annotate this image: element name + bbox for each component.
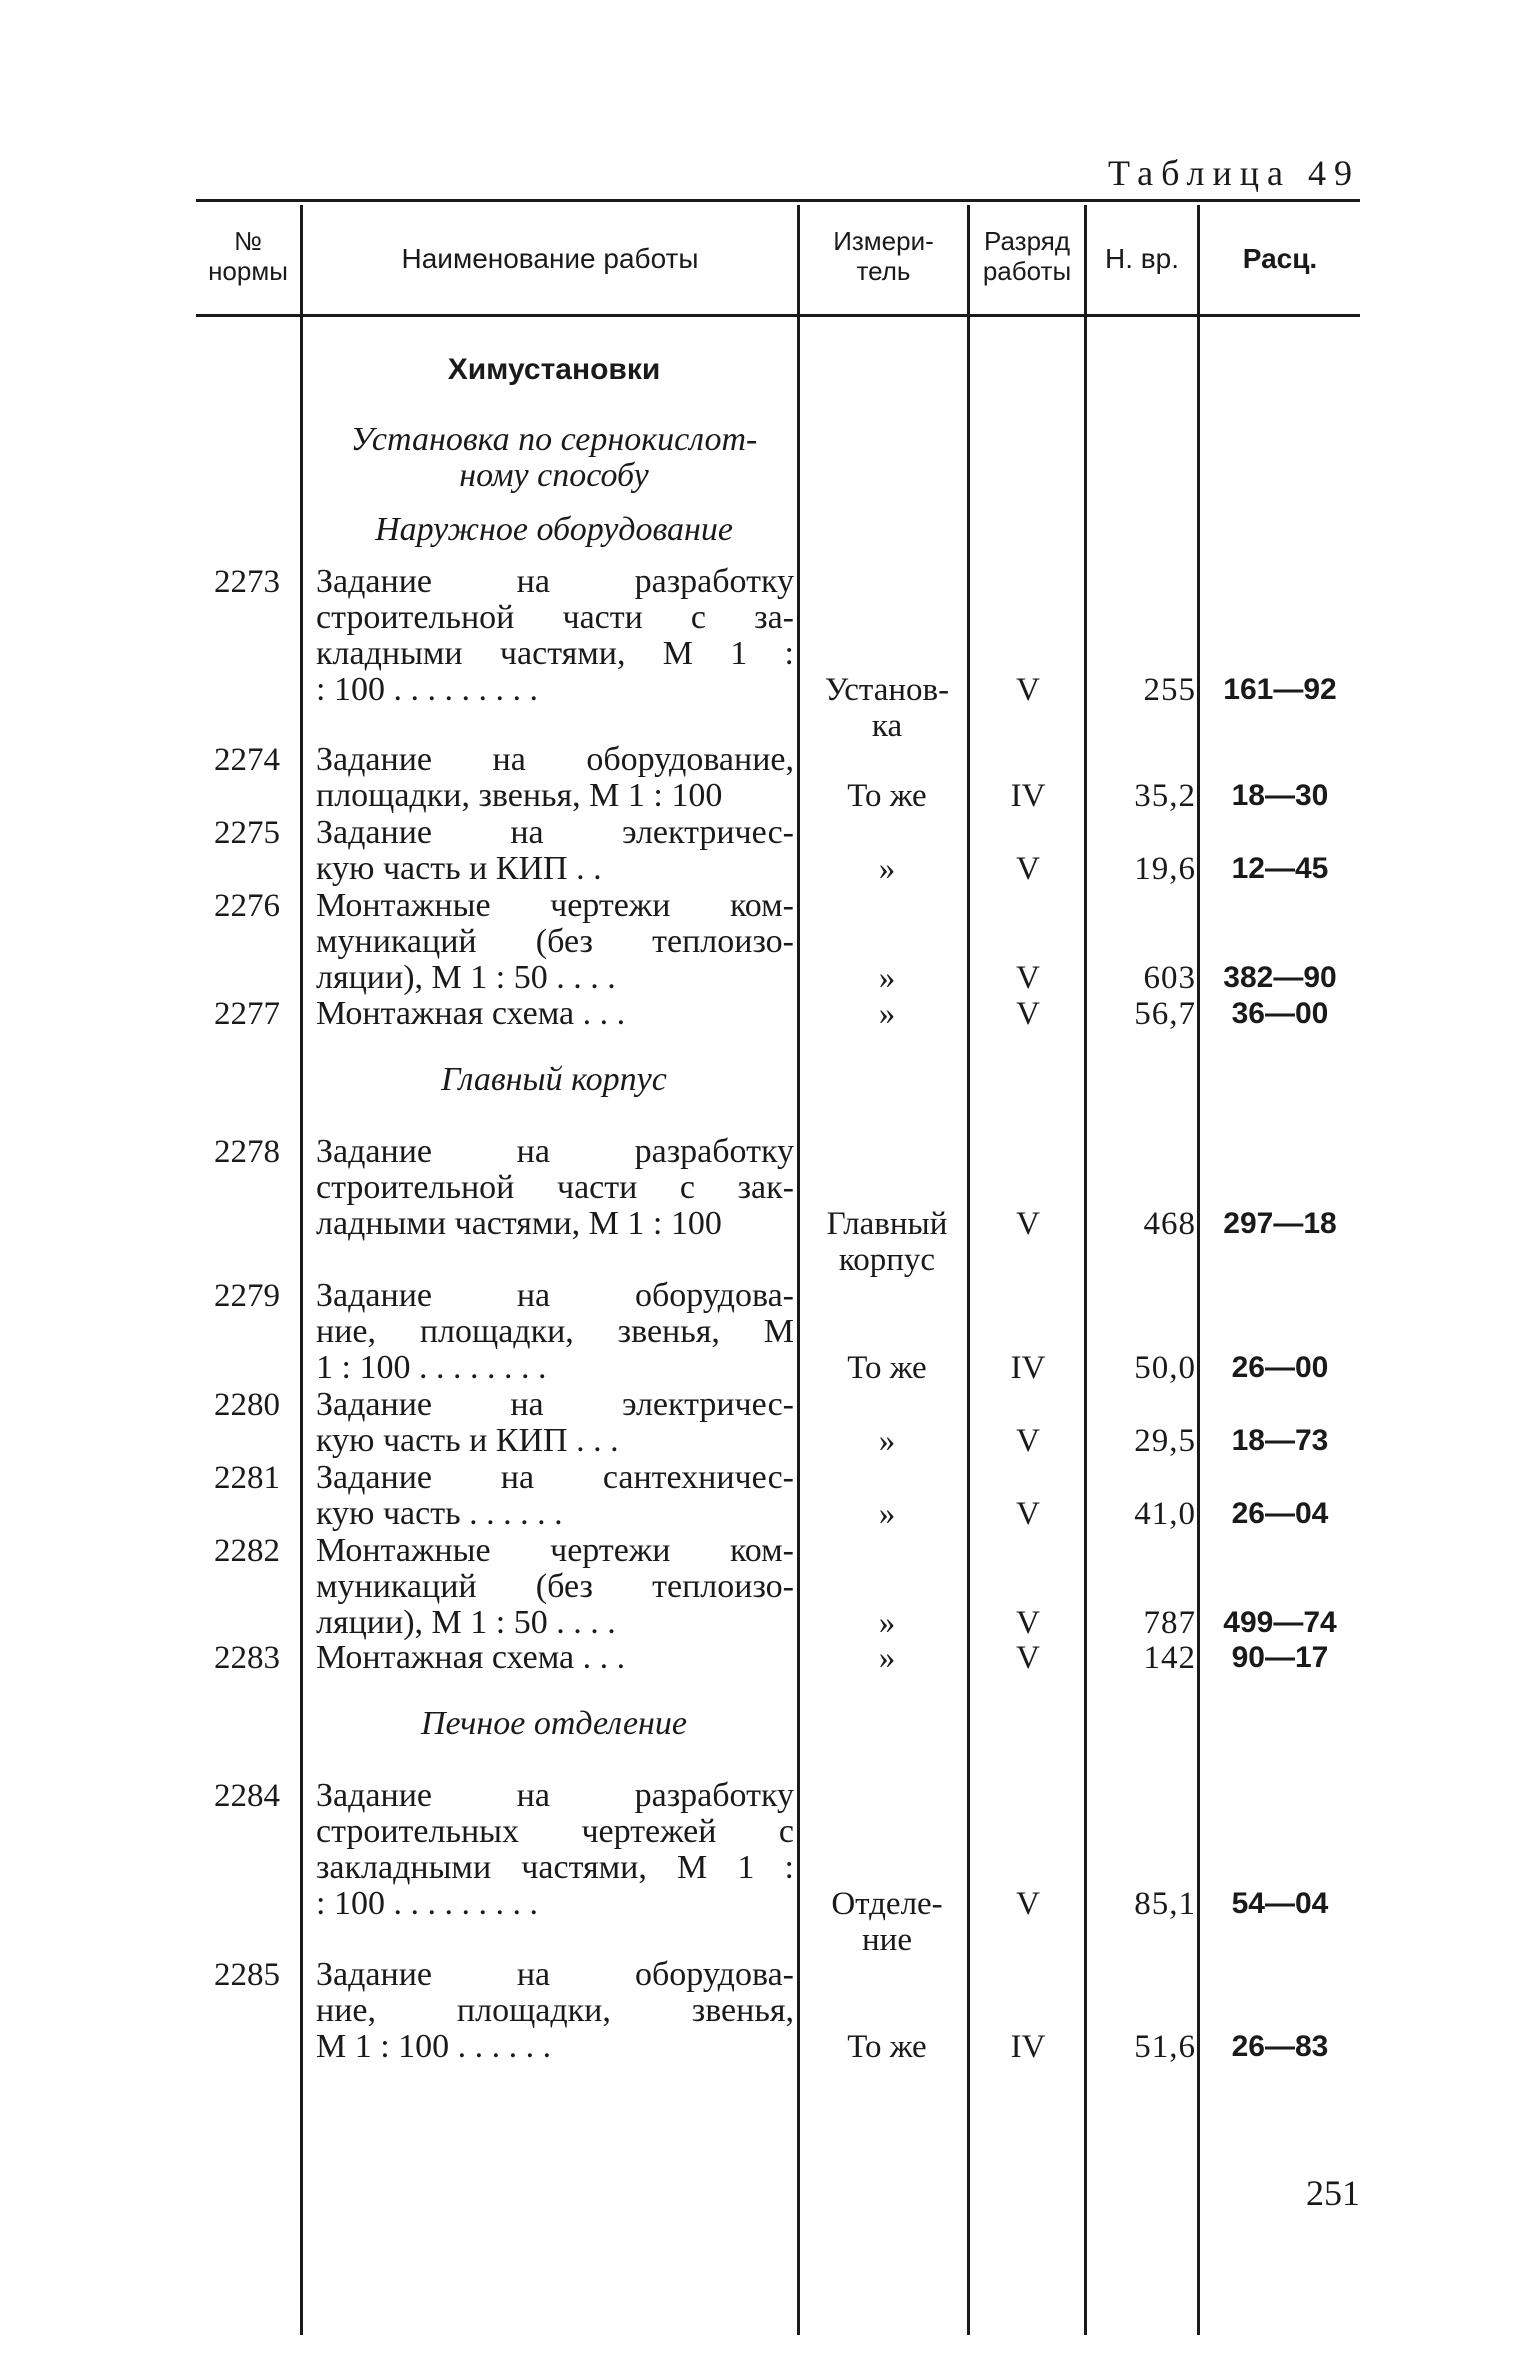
work-name-line: М 1 : 100 . . . . . . <box>316 2028 552 2065</box>
norm-number: 2278 <box>214 1134 280 1170</box>
unit-of-measure: Главный корпус <box>826 1206 948 1278</box>
work-name-line: строительной части с за- <box>316 599 794 636</box>
work-name <box>316 742 794 814</box>
unit-of-measure: » <box>878 996 896 1032</box>
time-norm: 29,5 <box>1134 1423 1196 1459</box>
table-top-rule <box>196 199 1360 202</box>
header-work-name: Наименование работы <box>401 243 699 274</box>
column-divider <box>1197 205 1200 2335</box>
work-name-line: ляции), М 1 : 50 . . . . <box>316 1604 616 1641</box>
work-grade: V <box>1016 851 1040 887</box>
header-bottom-rule <box>196 314 1360 317</box>
work-grade: IV <box>1010 1350 1046 1386</box>
time-norm: 142 <box>1143 1640 1196 1676</box>
work-name-line: 1 : 100 . . . . . . . . <box>316 1349 547 1386</box>
work-grade: V <box>1016 1496 1040 1532</box>
rate: 54—04 <box>1231 1887 1329 1920</box>
time-norm: 85,1 <box>1134 1886 1196 1922</box>
norm-number: 2282 <box>214 1533 280 1569</box>
norm-number: 2274 <box>214 742 280 778</box>
subsection-heading: Главный корпус <box>441 1061 667 1098</box>
time-norm: 468 <box>1143 1206 1196 1242</box>
work-name <box>316 1533 794 1641</box>
rate: 12—45 <box>1231 852 1329 885</box>
unit-of-measure: » <box>878 1423 896 1459</box>
work-name-line: Монтажные чертежи ком- <box>316 887 794 924</box>
work-name-line: строительной части с зак- <box>316 1169 794 1206</box>
rate: 26—00 <box>1231 1351 1329 1384</box>
rate: 18—30 <box>1231 779 1329 812</box>
rate: 382—90 <box>1223 961 1337 994</box>
work-name-line: муникаций (без теплоизо- <box>316 1568 794 1605</box>
work-grade: V <box>1016 996 1040 1032</box>
work-name <box>316 1957 794 2065</box>
work-name-line: закладными частями, М 1 : <box>316 1849 794 1886</box>
time-norm: 50,0 <box>1134 1350 1196 1386</box>
work-grade: V <box>1016 1886 1040 1922</box>
time-norm: 35,2 <box>1134 778 1196 814</box>
work-name <box>316 1387 794 1459</box>
time-norm: 787 <box>1143 1605 1196 1641</box>
work-grade: V <box>1016 960 1040 996</box>
rate: 36—00 <box>1231 997 1329 1030</box>
norm-number: 2273 <box>214 564 280 600</box>
work-name-line: ние, площадки, звенья, М <box>316 1313 794 1350</box>
work-name-line: ние, площадки, звенья, <box>316 1992 794 2029</box>
unit-of-measure: То же <box>847 2029 927 2065</box>
work-name-line: кую часть и КИП . . . <box>316 1422 619 1459</box>
header-norm-number: № нормы <box>208 226 288 286</box>
unit-of-measure: » <box>878 960 896 996</box>
work-name-line: кладными частями, М 1 : <box>316 635 794 672</box>
work-name-line: ляции), М 1 : 50 . . . . <box>316 959 616 996</box>
time-norm: 41,0 <box>1134 1496 1196 1532</box>
norm-number: 2280 <box>214 1387 280 1423</box>
work-name <box>316 996 794 1032</box>
work-name-line: : 100 . . . . . . . . . <box>316 1885 538 1922</box>
work-grade: V <box>1016 1206 1040 1242</box>
unit-of-measure: Установ- ка <box>824 672 950 744</box>
unit-of-measure: То же <box>847 1350 927 1386</box>
unit-of-measure: » <box>878 1605 896 1641</box>
work-name-line: Задание на сантехничес- <box>316 1459 794 1496</box>
rate: 18—73 <box>1231 1424 1329 1457</box>
norm-number: 2279 <box>214 1278 280 1314</box>
column-divider <box>300 205 303 2335</box>
work-name <box>316 1278 794 1386</box>
work-name-line: кую часть . . . . . . <box>316 1495 563 1532</box>
norm-number: 2285 <box>214 1957 280 1993</box>
work-name-line: площадки, звенья, М 1 : 100 <box>316 777 723 814</box>
time-norm: 603 <box>1143 960 1196 996</box>
rate: 26—04 <box>1231 1497 1329 1530</box>
table-caption: Таблица 49 <box>1108 153 1360 193</box>
work-name-line: Задание на оборудование, <box>316 741 794 778</box>
section-heading: Химустановки <box>447 353 661 386</box>
rate: 161—92 <box>1223 673 1337 706</box>
work-name-line: Монтажные чертежи ком- <box>316 1532 794 1569</box>
page-number: 251 <box>1306 2173 1360 2213</box>
subsection-heading: Установка по сернокислот- ному способу <box>350 421 758 494</box>
rate: 297—18 <box>1223 1207 1337 1240</box>
header-unit: Измери- тель <box>833 226 934 286</box>
work-name <box>316 888 794 996</box>
column-divider <box>967 205 970 2335</box>
time-norm: 255 <box>1143 672 1196 708</box>
work-grade: V <box>1016 1423 1040 1459</box>
unit-of-measure: » <box>878 1496 896 1532</box>
norm-number: 2284 <box>214 1778 280 1814</box>
unit-of-measure: То же <box>847 778 927 814</box>
work-name <box>316 1460 794 1532</box>
unit-of-measure: Отделе- ние <box>831 1886 943 1958</box>
header-rate: Расц. <box>1242 243 1318 274</box>
rate: 26—83 <box>1231 2030 1329 2063</box>
work-grade: V <box>1016 1605 1040 1641</box>
work-name-line: Задание на электричес- <box>316 1386 794 1423</box>
work-name <box>316 1134 794 1242</box>
work-name <box>316 564 794 708</box>
work-name-line: кую часть и КИП . . <box>316 850 602 887</box>
work-name-line: строительных чертежей с <box>316 1813 794 1850</box>
work-name-line: Задание на оборудова- <box>316 1277 794 1314</box>
work-name-line: ладными частями, М 1 : 100 <box>316 1205 722 1242</box>
work-name <box>316 1640 794 1676</box>
work-name-line: Задание на электричес- <box>316 814 794 851</box>
work-grade: V <box>1016 1640 1040 1676</box>
work-name-line: Монтажная схема . . . <box>316 995 626 1032</box>
work-name-line: Монтажная схема . . . <box>316 1639 626 1676</box>
work-name-line: : 100 . . . . . . . . . <box>316 671 538 708</box>
subsection-heading: Наружное оборудование <box>375 511 733 548</box>
header-time-norm: Н. вр. <box>1104 243 1179 274</box>
work-name-line: Задание на разработку <box>316 563 794 600</box>
rate: 90—17 <box>1231 1641 1329 1674</box>
time-norm: 51,6 <box>1134 2029 1196 2065</box>
work-name-line: Задание на оборудова- <box>316 1956 794 1993</box>
norm-number: 2275 <box>214 815 280 851</box>
time-norm: 19,6 <box>1134 851 1196 887</box>
work-grade: IV <box>1010 2029 1046 2065</box>
unit-of-measure: » <box>878 851 896 887</box>
work-name-line: Задание на разработку <box>316 1777 794 1814</box>
norm-number: 2281 <box>214 1460 280 1496</box>
work-grade: V <box>1016 672 1040 708</box>
work-name-line: муникаций (без теплоизо- <box>316 923 794 960</box>
subsection-heading: Печное отделение <box>420 1705 687 1742</box>
time-norm: 56,7 <box>1134 996 1196 1032</box>
norm-number: 2283 <box>214 1640 280 1676</box>
work-grade: IV <box>1010 778 1046 814</box>
rate: 499—74 <box>1223 1606 1337 1639</box>
header-grade: Разряд работы <box>982 226 1072 286</box>
norm-number: 2277 <box>214 996 280 1032</box>
work-name-line: Задание на разработку <box>316 1133 794 1170</box>
column-divider <box>1084 205 1087 2335</box>
work-name <box>316 1778 794 1922</box>
work-name <box>316 815 794 887</box>
norm-number: 2276 <box>214 888 280 924</box>
unit-of-measure: » <box>878 1640 896 1676</box>
